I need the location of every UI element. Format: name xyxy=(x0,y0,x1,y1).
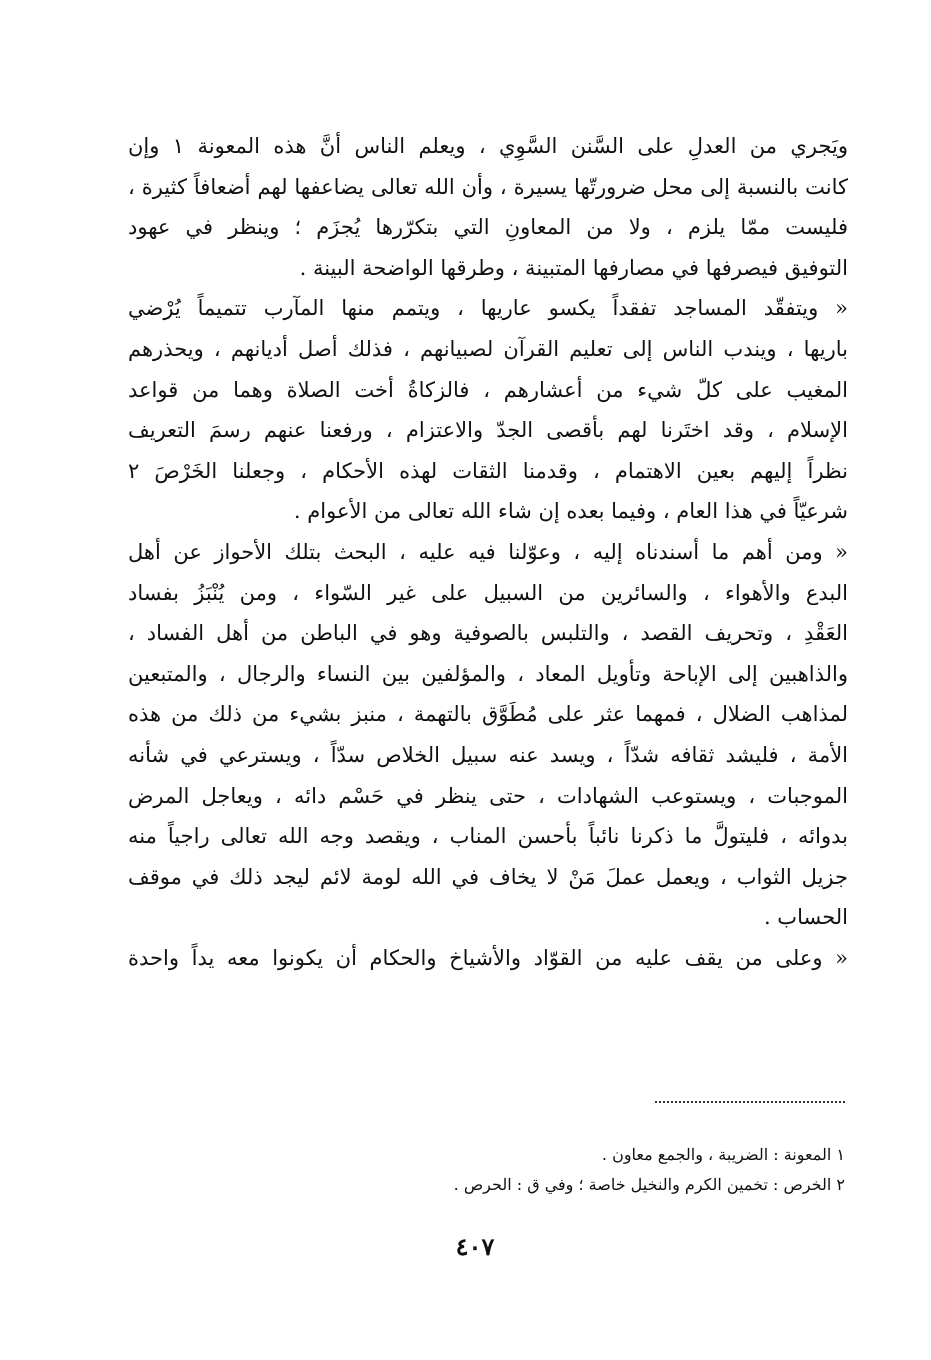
text-line: شرعيّاً في هذا العام ، وفيما بعده إن شاء الله تعالى من الأعوام . xyxy=(293,499,848,524)
footnote-divider xyxy=(655,1101,845,1103)
footnotes xyxy=(300,1140,845,1200)
text-line: البدع والأهواء ، والسائرين من السبيل على غير السّواء ، ومن يُنْبَزُ بفساد xyxy=(128,580,848,605)
text-line: الإسلام ، وقد اختَرنا لهم بأقصى الجدّ والاعتزام ، ورفعنا عنهم رسمَ التعريف xyxy=(128,418,848,443)
text-line: لمذاهب الضلال ، فمهما عثر على مُطَوَّق بالتهمة ، منبز بشيء من ذلك من هذه xyxy=(128,702,848,727)
text-line: « ويتفقّد المساجد تفقداً يكسو عاريها ، ويتمم منها المآرب تتميماً يُرْضي xyxy=(128,296,848,321)
text-line: « وعلى من يقف عليه من القوّاد والأشياخ والحكام أن يكونوا معه يداً واحدة xyxy=(128,945,848,970)
text-line: فليست ممّا يلزم ، ولا من المعاونِ التي بتكرّرها يُجزَم ؛ وينظر في عهود xyxy=(128,215,848,240)
text-line: نظراً إليهم بعين الاهتمام ، وقدمنا الثقات لهذه الأحكام ، وجعلنا الخَرْصَ ٢ xyxy=(128,458,848,483)
text-line: الموجبات ، ويستوعب الشهادات ، حتى ينظر في حَسْم دائه ، ويعاجل المرض xyxy=(128,783,848,808)
text-line: والذاهبين إلى الإباحة وتأويل المعاد ، والمؤلفين بين النساء والرجال ، والمتبعين xyxy=(128,661,848,686)
text-line: الأمة ، فليشد ثقافه شدّاً ، ويسد عنه سبيل الخلاص سدّاً ، ويسترعي في شأنه xyxy=(128,742,848,767)
page-number: ٤٠٧ xyxy=(455,1232,495,1261)
text-line: ويَجري من العدلِ على السَّنن السَّوِي ، ويعلم الناس أنَّ هذه المعونة ١ وإن xyxy=(128,134,848,158)
text-line: بدوائه ، فليتولَّ ما ذكرنا نائباً بأحسن المناب ، ويقصد وجه الله تعالى راجياً منه xyxy=(128,824,848,849)
body-text xyxy=(128,126,848,978)
text-line: التوفيق فيصرفها في مصارفها المتبينة ، وطرقها الواضحة البينة . xyxy=(299,255,848,280)
text-line: جزيل الثواب ، ويعمل عملَ مَنْ لا يخاف في الله لومة لائم ليجد ذلك في موقف xyxy=(128,864,848,889)
text-line: العَقْدِ ، وتحريف القصد ، والتلبس بالصوفية وهو في الباطن من أهل الفساد ، xyxy=(128,621,848,646)
footnote: ٢ الخرص : تخمين الكرم والنخيل خاصة ؛ وفي ق : الحرص . xyxy=(453,1175,845,1194)
text-line: المغيب على كلّ شيء من أعشارهم ، فالزكاةُ أخت الصلاة وهما من قواعد xyxy=(128,377,848,402)
text-line: « ومن أهم ما أسندناه إليه ، وعوّلنا فيه عليه ، البحث بتلك الأحواز عن أهل xyxy=(128,539,848,564)
text-line: كانت بالنسبة إلى محل ضرورتّها يسيرة ، وأن الله تعالى يضاعفها لهم أضعافاً كثيرة ، xyxy=(128,174,848,199)
footnote: ١ المعونة : الضريبة ، والجمع معاون . xyxy=(601,1145,845,1164)
text-line: باريها ، ويندب الناس إلى تعليم القرآن لصبيانهم ، فذلك أصل أديانهم ، ويحذرهم xyxy=(128,336,848,361)
text-line: الحساب . xyxy=(763,905,848,930)
